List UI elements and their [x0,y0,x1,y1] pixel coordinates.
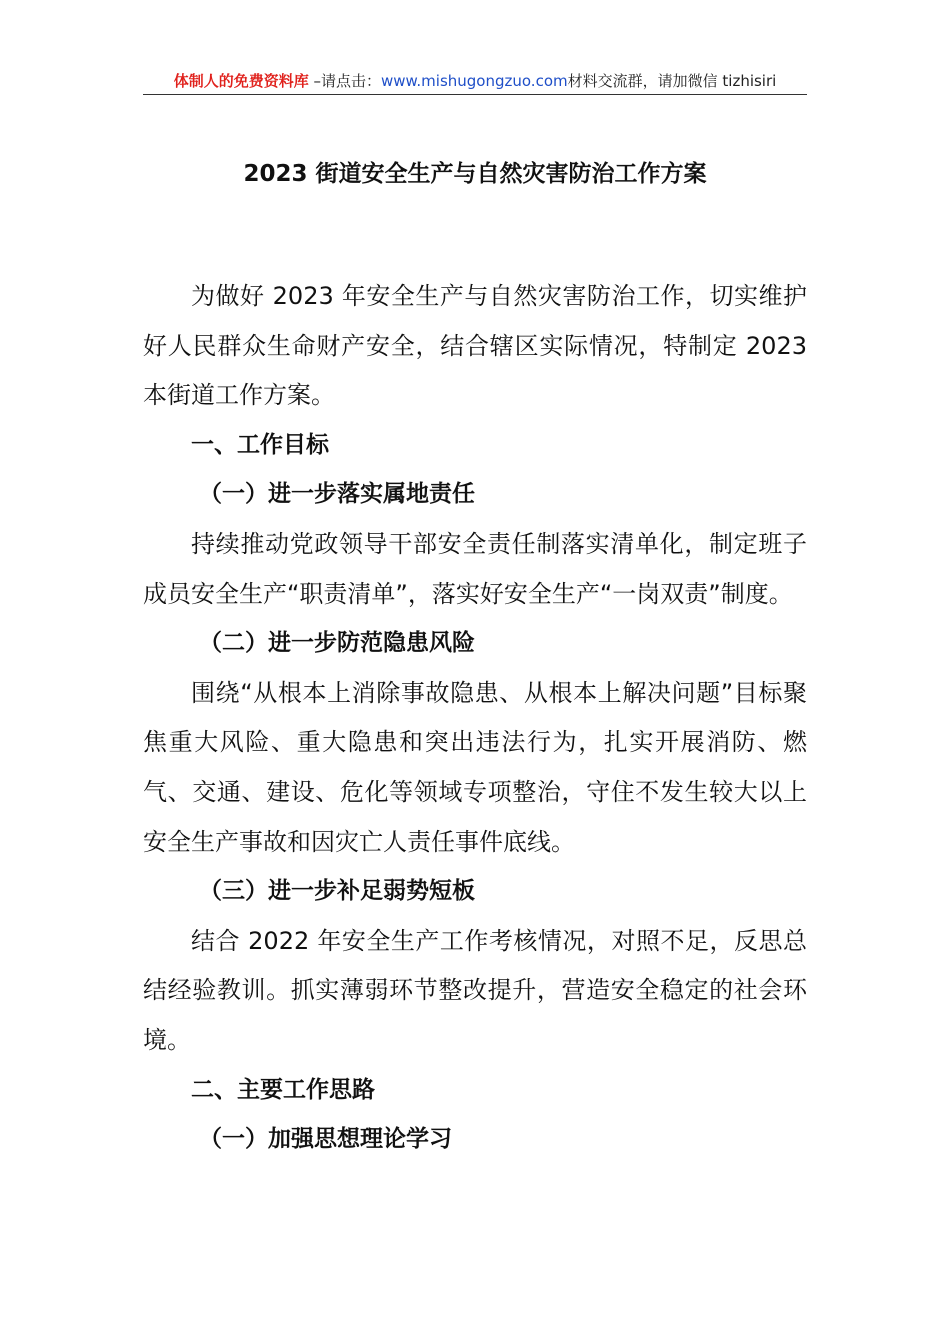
subsection-heading-responsibility: （一）进一步落实属地责任 [199,481,475,508]
document-body [143,272,807,1165]
page-header [143,70,807,95]
header-link[interactable]: www.mishugongzuo.com [380,72,568,90]
section-heading-goals: 一、工作目标 [191,431,329,458]
section-heading-approach: 二、主要工作思路 [191,1076,375,1103]
paragraph-responsibility: 持续推动党政领导干部安全责任制落实清单化，制定班子成员安全生产“职责清单”，落实好安全生产“一岗双责”制度。 [143,529,807,608]
subsection-heading-study: （一）加强思想理论学习 [199,1126,452,1153]
subsection-heading-risk: （二）进一步防范隐患风险 [199,630,475,657]
header-separator: –请点击： [308,72,381,90]
document-title: 2023 街道安全生产与自然灾害防治工作方案 [243,161,707,187]
header-brand: 体制人的免费资料库 [173,72,309,90]
paragraph-weakness: 结合 2022 年安全生产工作考核情况，对照不足，反思总结经验教训。抓实薄弱环节整改提升，营造安全稳定的社会环境。 [143,926,807,1054]
paragraph-risk: 围绕“从根本上消除事故隐患、从根本上解决问题”目标聚焦重大风险、重大隐患和突出违法行为，扎实开展消防、燃气、交通、建设、危化等领域专项整治，守住不发生较大以上安全生产事故和因灾亡人责任事件底线。 [143,678,807,856]
header-note: 材料交流群，请加微信 tizhisiri [567,72,777,90]
subsection-heading-weakness: （三）进一步补足弱势短板 [199,878,475,905]
intro-paragraph: 为做好 2023 年安全生产与自然灾害防治工作，切实维护好人民群众生命财产安全，结合辖区实际情况，特制定 2023 本街道工作方案。 [143,282,807,410]
